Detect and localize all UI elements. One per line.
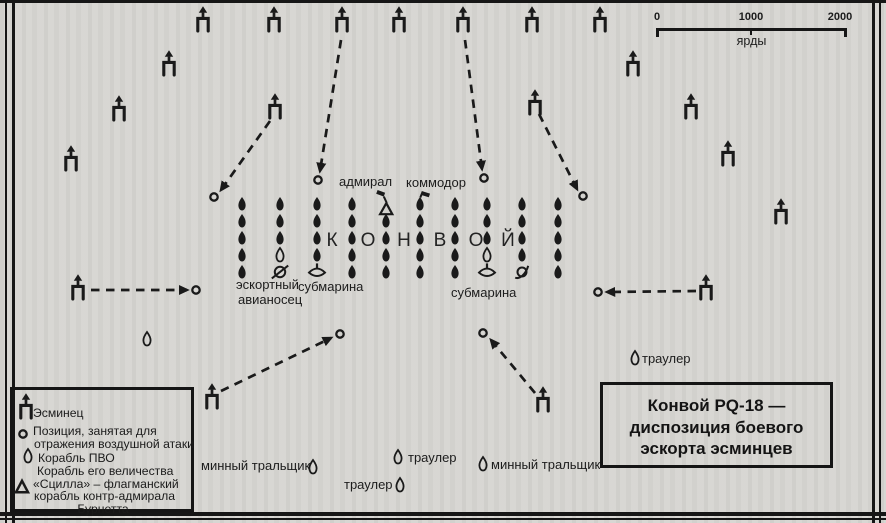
convoy-ship-marker (313, 248, 320, 262)
convoy-ship-marker (483, 231, 490, 245)
convoy-ship-marker (348, 214, 355, 228)
convoy-ship-marker (554, 214, 561, 228)
convoy-word-letter: Н (397, 230, 411, 251)
convoy-ship-marker (554, 265, 561, 279)
course-dashed-arrow (221, 121, 270, 190)
scale-tick-label-2000: 2000 (827, 11, 853, 23)
convoy-ship-marker (416, 231, 423, 245)
convoy-ship-marker (276, 197, 283, 211)
convoy-ship-marker (451, 231, 458, 245)
convoy-ship-marker (348, 265, 355, 279)
convoy-ship-marker (554, 231, 561, 245)
frame-border-bottom-thin (0, 518, 886, 520)
legend-item-label: отражения воздушной атаки (34, 437, 194, 451)
trawler-boat-marker (479, 457, 486, 471)
scale-tick-right (844, 28, 847, 37)
convoy-ship-marker (276, 214, 283, 228)
minesweeper-label-right: минный тральщик (491, 457, 601, 472)
convoy-ship-marker (451, 197, 458, 211)
aa-ship-marker (143, 332, 150, 346)
destroyer-marker (701, 274, 711, 299)
escort-carrier-label-line2: авианосец (238, 292, 303, 307)
convoy-ship-marker (451, 214, 458, 228)
convoy-ship-marker (348, 248, 355, 262)
legend-item-label: корабль контр-адмирала (34, 489, 176, 503)
commodore-label: коммодор (406, 175, 466, 190)
convoy-ship-marker (348, 197, 355, 211)
legend-box (10, 387, 194, 516)
title-box (600, 382, 833, 468)
course-dashed-arrow (221, 338, 331, 391)
legend-item-label: Корабль его величества (37, 464, 174, 478)
convoy-word-letter: В (433, 230, 447, 251)
destroyer-marker (686, 93, 696, 118)
frame-border-top (0, 0, 886, 3)
destroyer-marker (776, 198, 786, 223)
convoy-ship-marker (554, 197, 561, 211)
convoy-ship-marker (382, 214, 389, 228)
trawler-boat-marker (631, 351, 638, 365)
air-attack-position-marker (192, 286, 199, 293)
convoy-ship-marker (348, 231, 355, 245)
convoy-ship-marker (382, 231, 389, 245)
trawler-boat-marker (396, 478, 403, 492)
convoy-ship-marker (451, 248, 458, 262)
air-attack-position-marker (594, 288, 601, 295)
scale-unit-label: ярды (736, 34, 767, 48)
submarine-marker (479, 263, 495, 276)
air-attack-position-marker (579, 192, 586, 199)
convoy-ship-marker (382, 265, 389, 279)
destroyer-marker (394, 6, 404, 31)
scale-tick-label-0: 0 (653, 11, 661, 23)
convoy-ship-marker (416, 248, 423, 262)
convoy-word-letter: О (360, 230, 376, 251)
scale-tick-left (656, 28, 659, 37)
trawler-label-lower: траулер (344, 477, 393, 492)
destroyer-marker (269, 6, 279, 31)
destroyer-marker (458, 6, 468, 31)
destroyer-marker (527, 6, 537, 31)
destroyer-marker (164, 50, 174, 75)
submarine-label-right: субмарина (451, 285, 517, 300)
destroyer-marker (530, 89, 540, 114)
destroyer-marker (198, 6, 208, 31)
convoy-ship-marker (554, 248, 561, 262)
destroyer-marker (538, 386, 548, 411)
convoy-ship-marker (238, 197, 245, 211)
destroyer-marker (337, 6, 347, 31)
frame-border-right-outer (879, 0, 881, 523)
scale-tick-label-1000: 1000 (738, 11, 764, 23)
convoy-word-letter: О (468, 230, 484, 251)
trawler-boat-marker (309, 460, 316, 474)
convoy-ship-marker (313, 214, 320, 228)
air-attack-position-marker (479, 329, 486, 336)
convoy-ship-marker (238, 214, 245, 228)
air-attack-position-marker (210, 193, 217, 200)
submarine-label-left: субмарина (298, 279, 364, 294)
commodore-ship-marker (416, 191, 430, 210)
submarine-marker (309, 263, 325, 276)
title-line-1: Конвой PQ-18 — (647, 396, 786, 415)
convoy-ship-marker (276, 231, 283, 245)
aa-ship-marker (483, 248, 490, 262)
escort-carrier-label-line1: эскортный (236, 277, 299, 292)
air-attack-position-marker (336, 330, 343, 337)
course-dashed-arrow (607, 291, 696, 292)
legend-item-label: Позиция, занятая для (33, 424, 157, 438)
crossed-circle-marker (515, 266, 528, 278)
convoy-word-letter: Й (501, 230, 515, 251)
convoy-ship-marker (416, 265, 423, 279)
convoy-ship-marker (238, 231, 245, 245)
aa-ship-marker (276, 248, 283, 262)
destroyer-marker (66, 145, 76, 170)
convoy-word-letter: К (326, 230, 338, 251)
destroyer-marker (595, 6, 605, 31)
convoy-ship-marker (483, 214, 490, 228)
legend-item-label: «Сцилла» – флагманский (33, 476, 179, 491)
course-dashed-arrow (320, 40, 341, 171)
destroyer-marker (114, 95, 124, 120)
legend-item-label: Корабль ПВО (38, 450, 115, 465)
convoy-ship-marker (451, 265, 458, 279)
legend-item-label: Бурнетта (77, 501, 129, 516)
convoy-ship-marker (382, 248, 389, 262)
convoy-ship-marker (518, 197, 525, 211)
destroyer-marker (628, 50, 638, 75)
trawler-label-right: траулер (642, 351, 691, 366)
minesweeper-label-left: минный тральщик (201, 458, 311, 473)
destroyer-marker (723, 140, 733, 165)
course-dashed-arrow (491, 340, 535, 393)
title-line-2: диспозиция боевого (629, 417, 804, 437)
convoy-ship-marker (483, 197, 490, 211)
convoy-ship-marker (518, 231, 525, 245)
admiral-flagship-marker (376, 190, 392, 214)
destroyer-marker (73, 274, 83, 299)
convoy-ship-marker (416, 214, 423, 228)
trawler-label-upper: траулер (408, 450, 457, 465)
legend-item-label: Эсминец (33, 406, 84, 420)
admiral-label: адмирал (339, 174, 393, 189)
destroyer-marker (270, 93, 280, 118)
convoy-ship-marker (518, 214, 525, 228)
air-attack-position-marker (480, 174, 487, 181)
air-attack-position-marker (314, 176, 321, 183)
convoy-ship-marker (518, 248, 525, 262)
frame-border-right-inner (872, 0, 875, 523)
course-dashed-arrow (539, 114, 577, 189)
convoy-ship-marker (313, 197, 320, 211)
convoy-ship-marker (313, 231, 320, 245)
title-line-3: эскорта эсминцев (640, 439, 793, 458)
course-dashed-arrow (465, 40, 482, 169)
convoy-ship-marker (238, 248, 245, 262)
trawler-boat-marker (394, 450, 401, 464)
destroyer-marker (207, 383, 217, 408)
